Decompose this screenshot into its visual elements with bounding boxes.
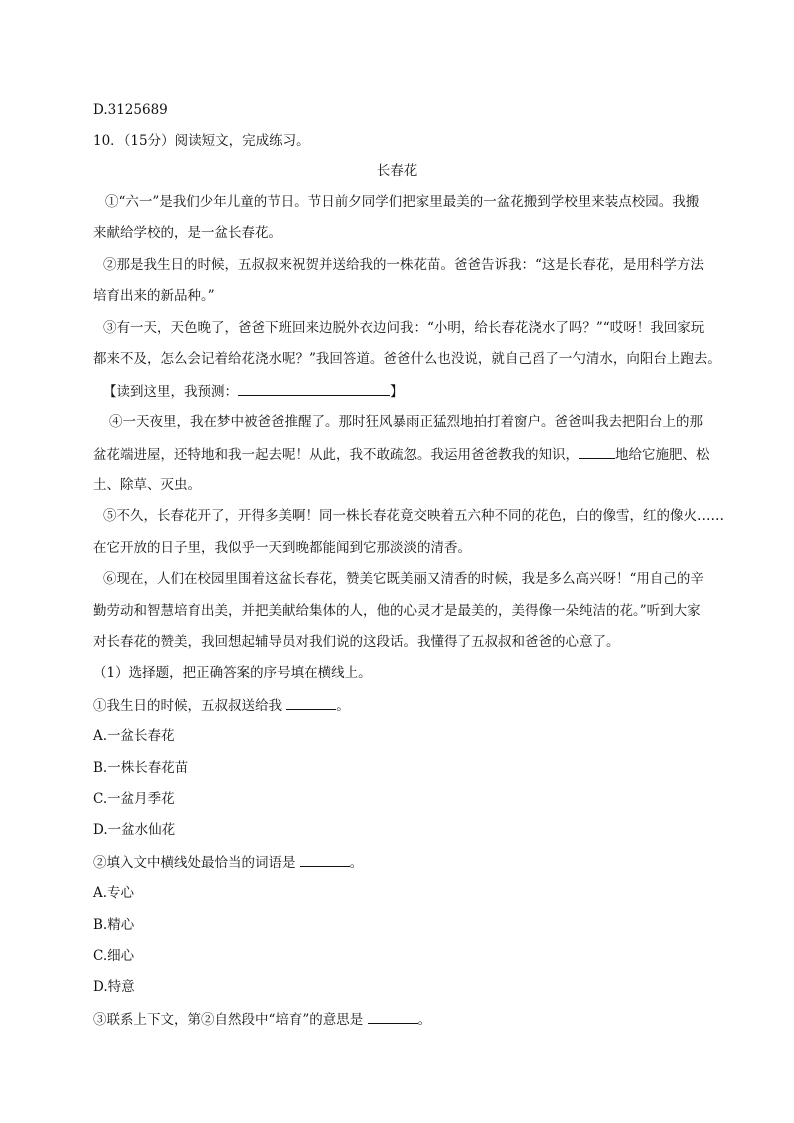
prediction-line — [103, 382, 404, 401]
paragraph-4-line-2-part-2: 地给它施肥、松 — [615, 447, 710, 463]
passage-title: 长春花 — [376, 163, 418, 179]
question-3-blank[interactable] — [368, 1010, 418, 1024]
paragraph-6-line-2: 勤劳动和智慧培育出美，并把美献给集体的人，他的心灵才是最美的，美得像一朵纯洁的花。”听到大家 — [93, 603, 701, 619]
question-3 — [93, 1010, 431, 1029]
paragraph-5-line-1: ⑤不久，长春花开了，开得多美啊！同一株长春花竟交映着五六种不同的花色，白的像雪，红的像火…… — [103, 508, 724, 524]
paragraph-4-line-3: 土、除草、灭虫。 — [93, 477, 201, 493]
paragraph-4-line-2-part-1: 盆花端进屋，还特地和我一起去呢！从此，我不敢疏忽。我运用爸爸教我的知识， — [93, 447, 579, 463]
paragraph-5-line-2: 在它开放的日子里，我似乎一天到晚都能闻到它那淡淡的清香。 — [93, 540, 471, 556]
prediction-blank[interactable] — [238, 382, 390, 396]
question-header: 10．（15分）阅读短文，完成练习。 — [93, 133, 310, 149]
question-1-end: 。 — [336, 698, 350, 714]
paragraph-6-line-3: 对长春花的赞美，我回想起辅导员对我们说的这段话。我懂得了五叔叔和爸爸的心意了。 — [93, 634, 620, 650]
paragraph-2-line-2: 培育出来的新品种。” — [93, 288, 215, 304]
paragraph-2-line-1: ②那是我生日的时候，五叔叔来祝贺并送给我的一株花苗。爸爸告诉我：“这是长春花，是用科学方法 — [103, 257, 704, 273]
question-2-blank[interactable] — [300, 853, 350, 867]
question-1 — [93, 696, 350, 715]
paragraph-3-line-2: 都来不及，怎么会记着给花浇水呢？”我回答道。爸爸什么也没说，就自己舀了一勺清水，向阳台上跑去。 — [93, 351, 721, 367]
question-3-text: ③联系上下文，第②自然段中“培育”的意思是 — [93, 1012, 364, 1028]
paragraph-1-line-2: 来献给学校的，是一盆长春花。 — [93, 225, 282, 241]
question-1-blank[interactable] — [286, 696, 336, 710]
q1-option-c: C.一盆月季花 — [93, 791, 175, 807]
adverb-blank[interactable] — [579, 445, 615, 459]
paragraph-3-line-1: ③有一天，天色晚了，爸爸下班回来边脱外衣边问我：“小明，给长春花浇水了吗？”“哎呀！我回家玩 — [103, 320, 705, 336]
prediction-close-bracket: 】 — [390, 384, 404, 400]
question-2-end: 。 — [349, 855, 364, 871]
question-3-end: 。 — [417, 1012, 432, 1028]
prediction-label: 【读到这里，我预测： — [103, 384, 238, 400]
sub-question-1-header: （1）选择题，把正确答案的序号填在横线上。 — [93, 665, 372, 681]
question-2 — [93, 853, 363, 872]
q1-option-d: D.一盆水仙花 — [93, 822, 176, 838]
paragraph-1-line-1: ①“六一”是我们少年儿童的节日。节日前夕同学们把家里最美的一盆花搬到学校里来装点校园。我搬 — [105, 194, 700, 210]
q1-option-b: B.一株长春花苗 — [93, 760, 189, 776]
q1-option-a: A.一盆长春花 — [93, 728, 175, 744]
paragraph-6-line-1: ⑥现在，人们在校园里围着这盆长春花，赞美它既美丽又清香的时候，我是多么高兴呀！“用自己的辛 — [103, 571, 704, 587]
q2-option-d: D.特意 — [93, 979, 135, 995]
question-1-text: ①我生日的时候，五叔叔送给我 — [93, 698, 282, 714]
question-2-text: ②填入文中横线处最恰当的词语是 — [93, 855, 296, 871]
paragraph-4-line-1: ④一天夜里，我在梦中被爸爸推醒了。那时狂风暴雨正猛烈地拍打着窗户。爸爸叫我去把阳台上的那 — [109, 414, 703, 430]
q2-option-a: A.专心 — [93, 885, 135, 901]
q2-option-b: B.精心 — [93, 917, 135, 933]
previous-option-d: D.3125689 — [93, 102, 168, 118]
q2-option-c: C.细心 — [93, 948, 135, 964]
paragraph-4-line-2 — [93, 445, 710, 464]
